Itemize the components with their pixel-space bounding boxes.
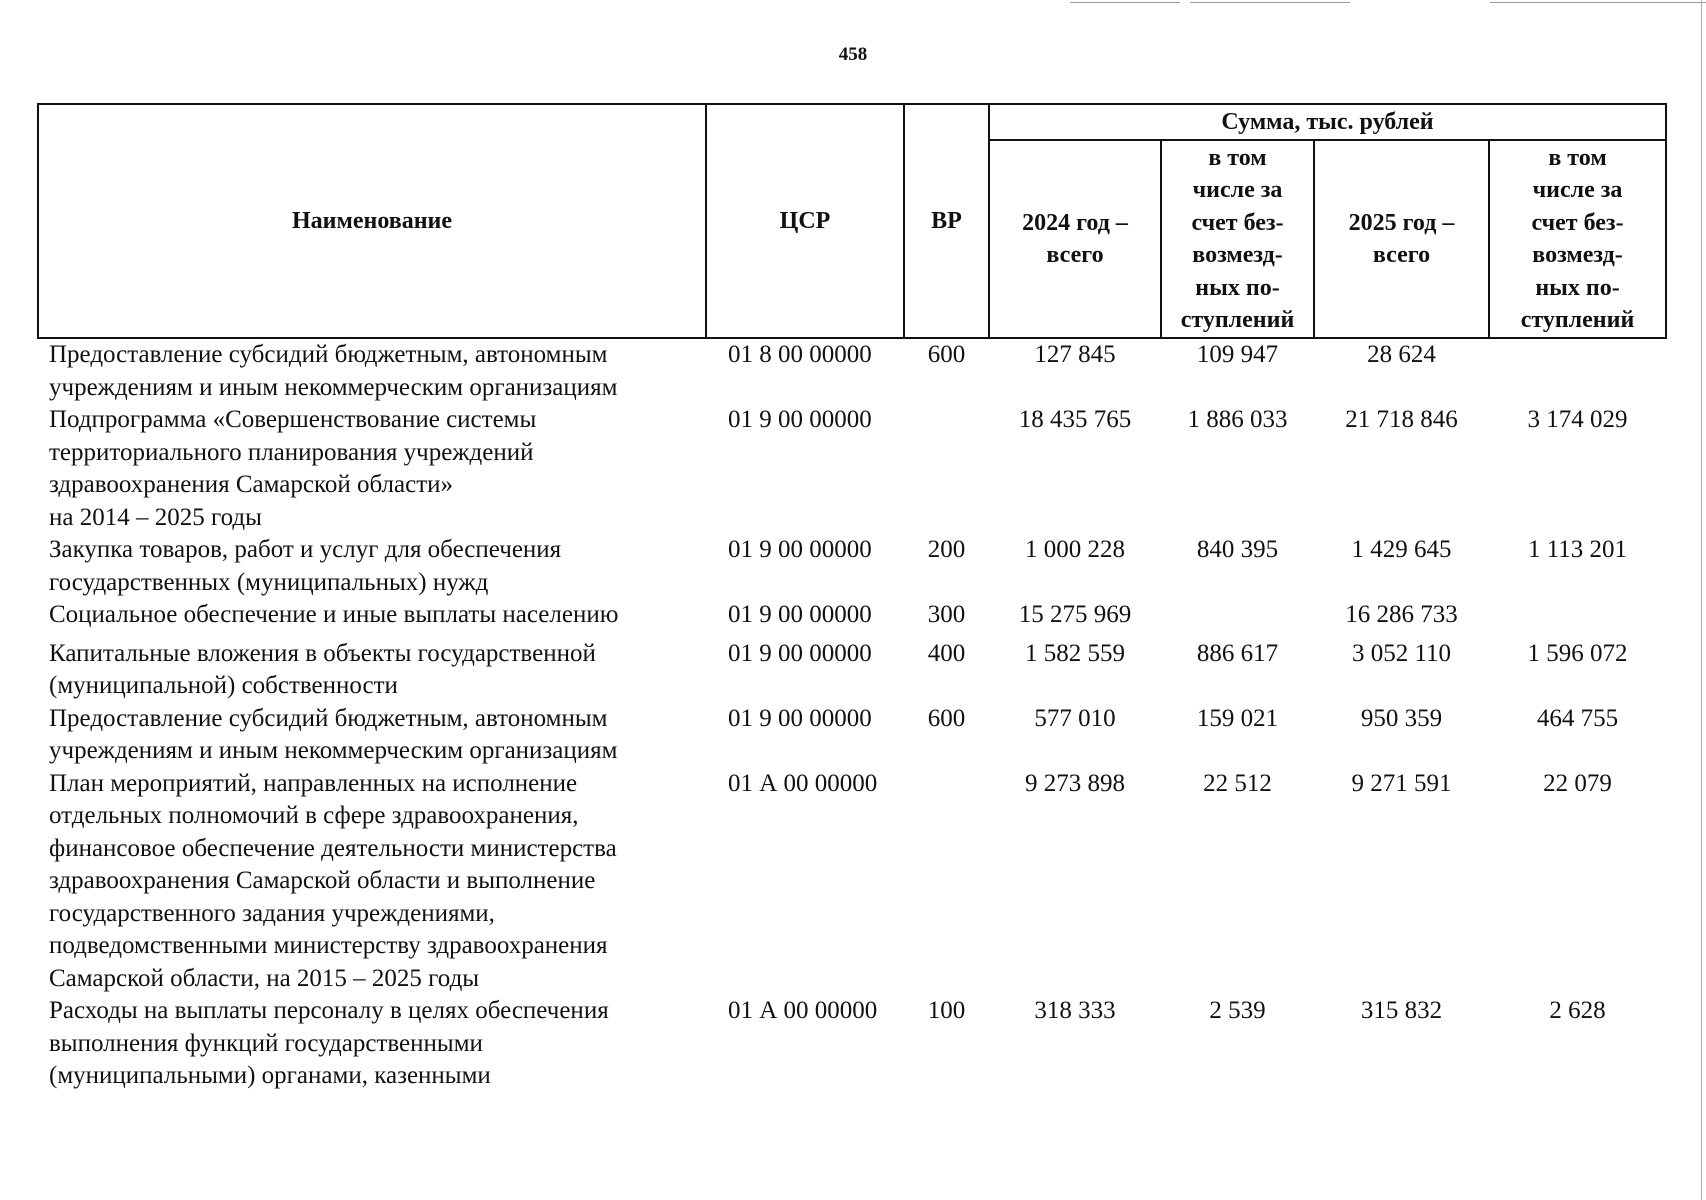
scan-artifact-top-1 [1070, 2, 1180, 3]
row-csr: 01 9 00 00000 [728, 601, 872, 628]
row-name-line: на 2014 – 2025 годы [49, 503, 262, 531]
row-2025-free: 2 628 [1549, 997, 1606, 1024]
header-2024-free: в том числе за счет без- возмезд- ных по- ступлений [1161, 140, 1314, 338]
scan-artifact-top-2 [1190, 2, 1350, 3]
row-2025-free: 1 113 201 [1527, 536, 1628, 563]
row-name-line: финансовое обеспечение деятельности министерства [49, 834, 617, 862]
table-row [38, 404, 1666, 534]
row-2024-total: 127 845 [1034, 341, 1116, 368]
row-csr: 01 9 00 00000 [728, 704, 872, 732]
row-vr: 600 [927, 704, 966, 732]
row-2024-free: 109 947 [1196, 341, 1279, 368]
row-2024-total: 15 275 969 [1018, 601, 1132, 628]
row-name [38, 338, 706, 404]
row-2024-free: 886 617 [1196, 639, 1279, 667]
row-name [38, 703, 706, 768]
header-2024-total: 2024 год – всего [989, 140, 1161, 338]
row-2025-free: 3 174 029 [1527, 406, 1628, 433]
row-name-line: государственного задания учреждениями, [49, 899, 495, 927]
row-name [38, 599, 706, 638]
row-csr: 01 А 00 00000 [728, 769, 878, 797]
row-name-line: (муниципальной) собственности [49, 672, 398, 699]
row-name-line: территориального планирования учреждений [49, 438, 534, 466]
budget-table [37, 103, 1667, 1093]
table-row [38, 338, 1666, 404]
row-name-line: Подпрограмма «Совершенствование системы [49, 406, 537, 433]
row-vr [904, 404, 989, 534]
row-name-line: Самарской области, на 2015 – 2025 годы [49, 964, 480, 992]
row-2024-total: 1 000 228 [1025, 536, 1125, 563]
row-name [38, 638, 706, 703]
row-name [38, 995, 706, 1093]
row-csr: 01 9 00 00000 [728, 406, 872, 433]
table-header [38, 104, 1666, 338]
row-csr: 01 8 00 00000 [728, 341, 872, 368]
row-2025-free [1489, 338, 1666, 404]
row-2024-free: 2 539 [1209, 997, 1266, 1024]
row-name-line: Расходы на выплаты персоналу в целях обеспечения [49, 997, 609, 1024]
header-vr: ВР [904, 104, 989, 338]
row-vr: 200 [927, 536, 966, 563]
row-vr: 400 [927, 639, 966, 667]
row-name-line: Капитальные вложения в объекты государственной [49, 639, 596, 667]
row-2025-total: 315 832 [1360, 997, 1443, 1024]
scan-artifact-top-3 [1490, 2, 1706, 3]
row-2024-total: 9 273 898 [1025, 769, 1125, 797]
row-2025-total: 950 359 [1360, 704, 1443, 732]
row-name-line: Закупка товаров, работ и услуг для обеспечения [49, 536, 562, 563]
row-vr: 300 [927, 601, 966, 628]
row-name-line: Социальное обеспечение и иные выплаты населению [49, 601, 619, 628]
table-row [38, 703, 1666, 768]
row-name-line: выполнения функций государственными [49, 1029, 483, 1057]
table-row [38, 768, 1666, 996]
row-vr: 600 [927, 341, 966, 368]
table-row [38, 599, 1666, 638]
table-row [38, 638, 1666, 703]
row-2025-total: 28 624 [1367, 341, 1436, 368]
row-name-line: учреждениям и иным некоммерческим организациям [49, 737, 618, 764]
scan-artifact-right [1701, 0, 1702, 1200]
row-name-line: здравоохранения Самарской области» [49, 471, 454, 498]
row-2025-free: 464 755 [1536, 704, 1619, 732]
row-2024-free: 1 886 033 [1187, 406, 1288, 433]
row-2024-total: 318 333 [1034, 997, 1116, 1024]
row-2024-free [1161, 599, 1314, 638]
row-csr: 01 9 00 00000 [728, 639, 872, 667]
row-2024-free: 159 021 [1196, 704, 1279, 732]
row-2025-total: 3 052 110 [1351, 639, 1452, 667]
row-2025-total: 21 718 846 [1345, 406, 1458, 433]
row-name-line: (муниципальными) органами, казенными [49, 1062, 491, 1089]
row-csr: 01 9 00 00000 [728, 536, 872, 563]
row-2024-free: 22 512 [1203, 769, 1272, 797]
row-2025-total: 1 429 645 [1351, 536, 1452, 563]
row-vr: 100 [927, 997, 966, 1024]
row-2024-total: 18 435 765 [1018, 406, 1132, 433]
header-name: Наименование [38, 104, 706, 338]
header-2025-free: в том числе за счет без- возмезд- ных по- ступлений [1489, 140, 1666, 338]
row-name-line: учреждениям и иным некоммерческим организациям [49, 373, 618, 401]
row-2025-free [1489, 599, 1666, 638]
table-row [38, 534, 1666, 599]
row-name [38, 534, 706, 599]
header-csr: ЦСР [706, 104, 904, 338]
header-2025-total: 2025 год – всего [1314, 140, 1489, 338]
header-sum-group: Сумма, тыс. рублей [989, 104, 1666, 140]
row-2025-free: 22 079 [1543, 769, 1612, 797]
row-name [38, 768, 706, 996]
page-number: 458 [838, 44, 868, 65]
row-name [38, 404, 706, 534]
row-2025-free: 1 596 072 [1527, 639, 1628, 667]
row-name-line: здравоохранения Самарской области и выполнение [49, 867, 596, 894]
row-2025-total: 9 271 591 [1351, 769, 1452, 797]
row-2025-total: 16 286 733 [1345, 601, 1458, 628]
row-2024-free: 840 395 [1196, 536, 1279, 563]
row-csr: 01 А 00 00000 [728, 997, 878, 1024]
row-name-line: подведомственными министерству здравоохранения [49, 932, 608, 959]
row-vr [904, 768, 989, 996]
row-name-line: План мероприятий, направленных на исполнение [49, 769, 578, 797]
row-2024-total: 1 582 559 [1025, 639, 1125, 667]
row-name-line: Предоставление субсидий бюджетным, автономным [49, 341, 608, 368]
table-row [38, 995, 1666, 1093]
row-name-line: отдельных полномочий в сфере здравоохранения, [49, 802, 579, 829]
row-name-line: государственных (муниципальных) нужд [49, 568, 489, 596]
table-body [38, 338, 1666, 1093]
row-2024-total: 577 010 [1034, 704, 1116, 732]
row-name-line: Предоставление субсидий бюджетным, автономным [49, 704, 608, 732]
